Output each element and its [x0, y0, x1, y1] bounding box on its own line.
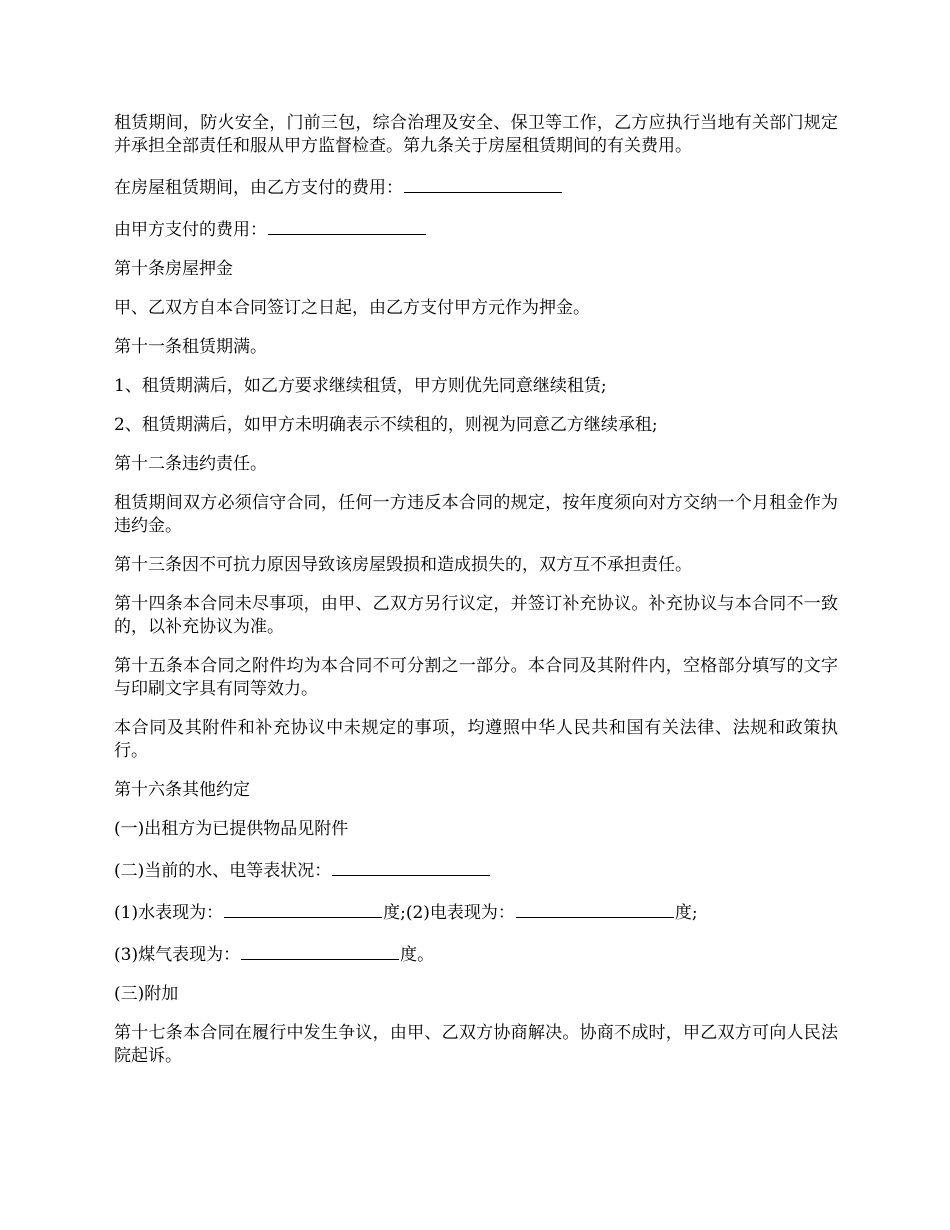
paragraph-landlord-fees	[114, 216, 838, 242]
electric-meter-blank[interactable]	[516, 899, 674, 918]
landlord-fees-blank[interactable]	[268, 216, 426, 235]
paragraph-applicable-law: 本合同及其附件和补充协议中未规定的事项，均遵照中华人民共和国有关法律、法规和政策执行。	[114, 718, 838, 761]
paragraph-deposit: 甲、乙双方自本合同签订之日起，由乙方支付甲方元作为押金。	[114, 298, 590, 318]
article-11-title: 第十一条租赁期满。	[114, 337, 267, 357]
gas-meter-unit: 度。	[400, 945, 435, 965]
paragraph-renewal-1: 1、租赁期满后，如乙方要求继续租赁，甲方则优先同意继续租赁;	[114, 376, 607, 396]
article-13: 第十三条因不可抗力原因导致该房屋毁损和造成损失的，双方互不承担责任。	[114, 555, 692, 575]
paragraph-tenant-fees	[114, 174, 838, 200]
article-17: 第十七条本合同在履行中发生争议，由甲、乙双方协商解决。协商不成时，甲乙双方可向人民法院起诉。	[114, 1023, 838, 1066]
clause-meter-status	[114, 857, 838, 883]
paragraph-breach: 租赁期间双方必须信守合同，任何一方违反本合同的规定，按年度须向对方交纳一个月租金作为违约金。	[114, 493, 838, 536]
article-12-title: 第十二条违约责任。	[114, 454, 267, 474]
gas-meter-blank[interactable]	[241, 941, 399, 960]
clause-provided-items: (一)出租方为已提供物品见附件	[114, 819, 349, 839]
clause-additional: (三)附加	[114, 984, 179, 1004]
landlord-fees-label: 由甲方支付的费用：	[114, 220, 267, 240]
water-meter-label: (1)水表现为：	[114, 903, 224, 923]
clause-gas-meter	[114, 941, 838, 967]
article-10-title: 第十条房屋押金	[114, 259, 233, 279]
electric-meter-label: 度;(2)电表现为：	[383, 903, 515, 923]
article-16-title: 第十六条其他约定	[114, 780, 250, 800]
tenant-fees-label: 在房屋租赁期间，由乙方支付的费用：	[114, 178, 403, 198]
meter-status-blank[interactable]	[332, 857, 490, 876]
document-page	[114, 112, 838, 1084]
water-meter-blank[interactable]	[224, 899, 382, 918]
article-14: 第十四条本合同未尽事项，由甲、乙双方另行议定，并签订补充协议。补充协议与本合同不一致的，以补充协议为准。	[114, 594, 838, 637]
meter-status-label: (二)当前的水、电等表状况：	[114, 861, 332, 881]
paragraph-renewal-2: 2、租赁期满后，如甲方未明确表示不续租的，则视为同意乙方继续承租;	[114, 415, 658, 435]
article-15: 第十五条本合同之附件均为本合同不可分割之一部分。本合同及其附件内，空格部分填写的文字与印刷文字具有同等效力。	[114, 656, 838, 699]
clause-water-electric-meter	[114, 899, 838, 925]
paragraph-fire-safety: 租赁期间，防火安全，门前三包，综合治理及安全、保卫等工作，乙方应执行当地有关部门规定并承担全部责任和服从甲方监督检查。第九条关于房屋租赁期间的有关费用。	[114, 113, 838, 156]
gas-meter-label: (3)煤气表现为：	[114, 945, 241, 965]
electric-meter-unit: 度;	[674, 903, 698, 923]
tenant-fees-blank[interactable]	[404, 174, 562, 193]
